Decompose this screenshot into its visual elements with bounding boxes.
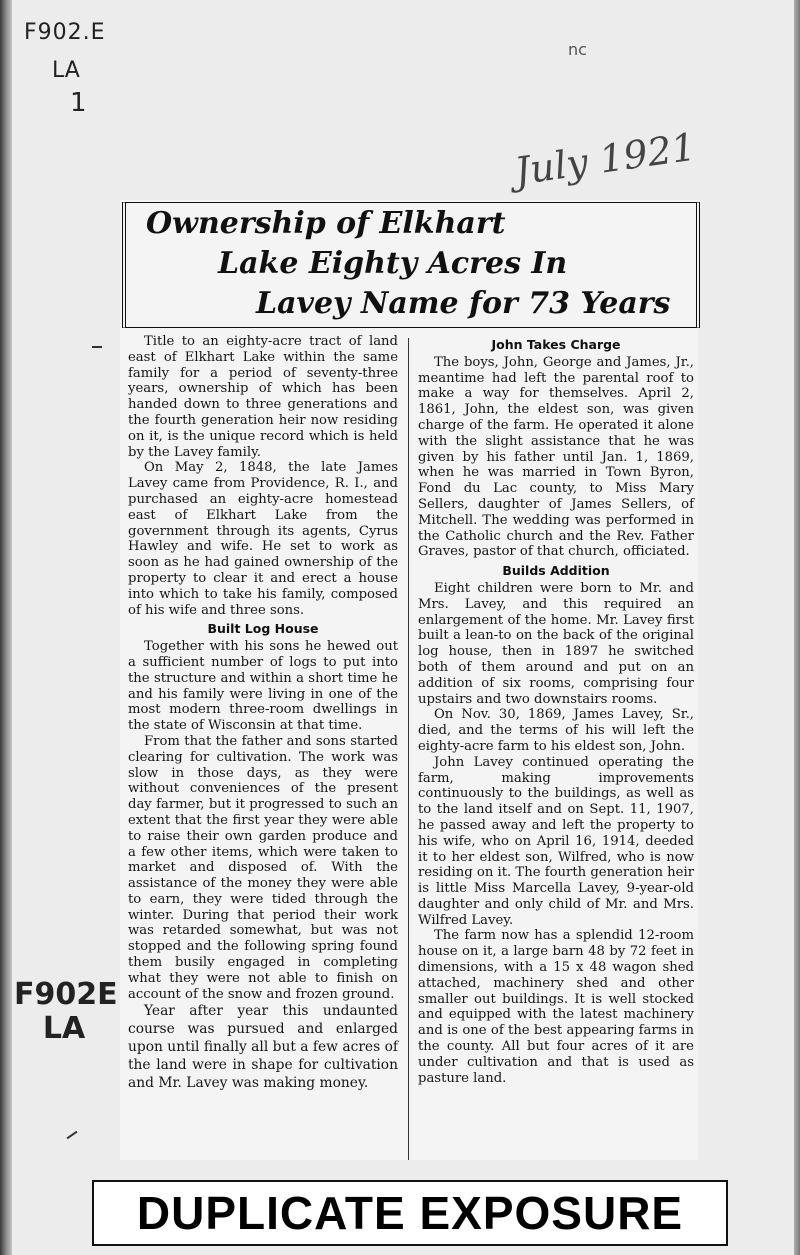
paragraph: Eight children were born to Mr. and Mrs. Lavey, and this required an enlargement of the home. Mr. Lavey first built a lean-to on the back of the original log house, then in 1897 he switched both of them around and put on an addition of six rooms, comprising four upstairs and two downstairs rooms. (418, 580, 694, 707)
subheading-built-log-house: Built Log House (207, 621, 319, 637)
paragraph: The farm now has a splendid 12-room house on it, a large barn 48 by 72 feet in dimensions, with a 15 x 48 wagon shed attached, machinery shed and other smaller out buildings. It is well stocked and equipped with the latest machinery and is one of the best appearing farms in the county. All but four acres of it are under cultivation and that is used as pasture land. (418, 928, 694, 1086)
scan-tick-mark (92, 346, 102, 348)
subheading-builds-addition: Builds Addition (502, 563, 610, 579)
paragraph: The boys, John, George and James, Jr., meantime had left the parental roof to make a way for themselves. April 2, 1861, John, the eldest son, was given charge of the farm. He operated it alone with the slight assistance that he was given by his father until Jan. 1, 1869, when he was married in Town Byron, Fond du Lac county, to Miss Mary Sellers, daughter of James Sellers, of Mitchell. The wedding was performed in the Catholic church and the Rev. Father Graves, pastor of that church, officiated. (418, 354, 694, 560)
paragraph: From that the father and sons started clearing for cultivation. The work was slow in those days, as they were without conveniences of the present day farmer, but it progressed to such an extent that the first year they were able to raise their own garden produce and a few other items, which were taken to market and disposed of. With the assistance of the money they were able to earn, they were tided through the winter. During that period their work was retarded somewhat, but was not stopped and the following spring found them busily engaged in completing what they were not able to finish on account of the snow and frozen ground. (128, 733, 398, 1002)
subheading-john-takes-charge: John Takes Charge (491, 337, 621, 352)
duplicate-exposure-stamp: DUPLICATE EXPOSURE (92, 1180, 728, 1246)
column-divider (408, 338, 409, 1160)
handwritten-date: July 1921 (512, 124, 699, 194)
paragraph: On May 2, 1848, the late James Lavey came from Providence, R. I., and purchased an eighty-acre homestead east of Elkhart Lake from the government through its agents, Cyrus Hawley and wife. He set to work as soon as he had gained ownership of the property to clear it and erect a house into which to take his family, composed of his wife and three sons. (128, 460, 398, 618)
article-column-left (128, 334, 398, 1092)
paragraph: Title to an eighty-acre tract of land east of Elkhart Lake within the same family for a period of seventy-three years, ownership of which has been handed down to three generations and the fourth generation heir now residing on it, is the unique record which is held by the Lavey family. (128, 334, 398, 460)
file-code-top: F902.E (24, 20, 106, 45)
headline-line-2: Lake Eighty Acres In (218, 246, 568, 281)
headline-line-3: Lavey Name for 73 Years (256, 286, 671, 321)
file-code-side-line1: F902E (14, 977, 118, 1012)
file-code-top-line3: 1 (70, 88, 87, 118)
file-code-side (14, 977, 118, 1046)
paragraph: John Lavey continued operating the farm, making improvements continuously to the buildings, as well as to the land itself and on Sept. 11, 1907, he passed away and left the property to his wife, who on April 16, 1914, deeded it to her eldest son, Wilfred, who is now residing on it. The fourth generation heir is little Miss Marcella Lavey, 9-year-old daughter and only child of Mr. and Mrs. Wilfred Lavey. (418, 754, 694, 928)
headline-line-1: Ownership of Elkhart (146, 206, 506, 241)
paragraph: Year after year this undaunted course was pursued and enlarged upon until finally all but a few acres of the land were in shape for cultivation and Mr. Lavey was making money. (128, 1003, 398, 1092)
paragraph: On Nov. 30, 1869, James Lavey, Sr., died, and the terms of his will left the eighty-acre farm to his eldest son, John. (418, 707, 694, 754)
file-code-top-line2: LA (52, 58, 80, 83)
article-column-right (418, 334, 694, 1086)
corner-mark: nc (568, 40, 587, 59)
paragraph: Together with his sons he hewed out a sufficient number of logs to put into the structure and within a short time he and his family were living in one of the most modern three-room dwellings in the state of Wisconsin at that time. (128, 639, 398, 734)
file-code-side-line2: LA (42, 1011, 86, 1046)
